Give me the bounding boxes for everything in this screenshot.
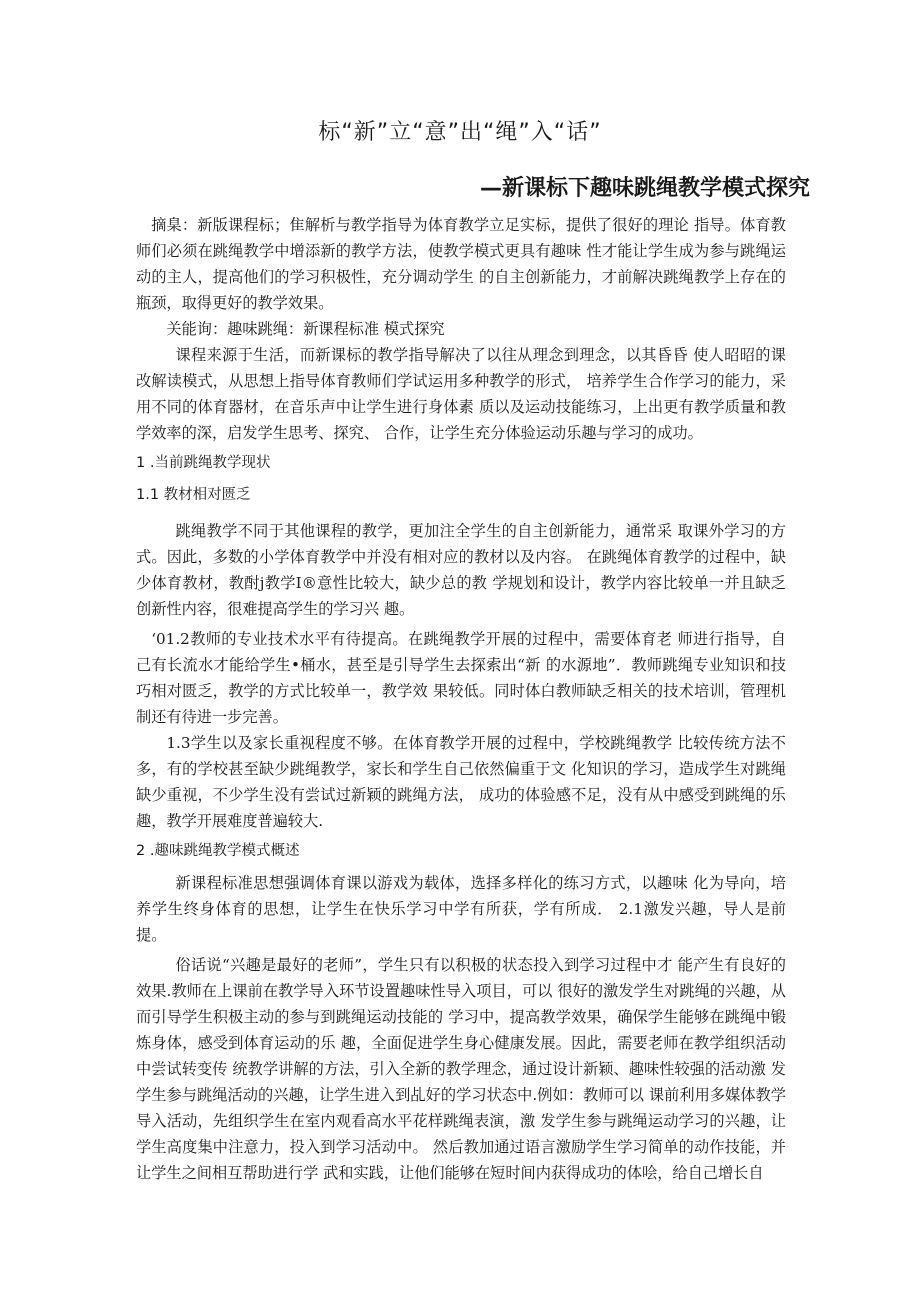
- keywords-line: 关能询：趣味跳绳：新课程标准 模式探究: [166, 320, 445, 338]
- intro-paragraph: 课程来源于生活，而新课标的教学指导解决了以往从理念到理念，以其昏昏 使人昭昭的课改解读模式，从思想上指导体育教师们学试运用多种教学的形式， 培养学生合作学习的能力，采用不同的体育器材，在音乐声中让学生进行身体素 质以及运动技能练习，上出更有教学质量和教学效率的深，启发学生思考、探究、 合作，让学生充分体验运动乐趣与学习的成功。: [136, 346, 786, 442]
- document-subtitle: —新课标下趣味跳绳教学模式探究: [479, 176, 810, 201]
- section-2-paragraph: 新课程标准思想强调体育课以游戏为载体，选择多样化的练习方式，以趣味 化为导向，培养学生终身体育的思想，让学生在快乐学习中学有所获，学有所成． 2.1激发兴趣，导人是前提。: [136, 874, 786, 944]
- section-2-heading: 2 .趣味跳绳教学模式概述: [136, 843, 300, 859]
- section-1-heading: 1 .当前跳绳教学现状: [136, 455, 271, 471]
- section-2-1-paragraph: 俗话说“兴趣是最好的老师”，学生只有以积极的状态投入到学习过程中才 能产生有良好的效果.教师在上课前在教学导入环节设置趣味性导入项目，可以 很好的激发学生对跳绳的兴趣，从而引导学生积极主动的参与到跳绳运动技能的 学习中，提高教学效果，确保学生能够在跳绳中锻炼身体，感受到体育运动的乐 趣，全面促进学生身心健康发展。因此，需要老师在教学组织活动中尝试转变传 统教学讲解的方法，引入全新的教学理念，通过设计新颖、趣味性较强的活动激 发学生参与跳绳活动的兴趣，让学生进入到乩好的学习状态中.例如：教师可以 课前利用多媒体教学导入活动，先组织学生在室内观看高水平花样跳绳表演，激 发学生参与跳绳运动学习的兴趣，让学生高度集中注意力，投入到学习活动中。 然后教加通过语言激励学生学习简单的动作技能，并让学生之间相互帮助进行学 武和实践，让他们能够在短时间内获得成功的体哙，给自己增长自: [136, 956, 786, 1182]
- section-1-3-paragraph: 1.3学生以及家长重视程度不够。在体育教学开展的过程中，学校跳绳教学 比较传统方法不多，有的学校甚至缺少跳绳教学，家长和学生自己依然偏重于文 化知识的学习，造成学生对跳绳缺少重视，不少学生没有尝试过新颖的跳绳方法， 成功的体验感不足，没有从中感受到跳绳的乐趣，教学开展难度普遍较大.: [136, 734, 786, 830]
- document-title: 标“新”立“意”出“绳”入“话”: [318, 120, 602, 145]
- section-1-2-paragraph: ‘01.2教师的专业技术水平有待提高。在跳绳教学开展的过程中，需要体育老 师进行指导，自己有长流水才能给学生•桶水，甚至是引导学生去探索出“新 的水源地”．教师跳绳专业知识和技巧相对匮乏，教学的方式比较单一，教学效 果较低。同时体白教师缺乏相关的技术培训，管理机制还有待进一步完善。: [136, 630, 786, 726]
- section-1-1-paragraph: 跳绳教学不同于其他课程的教学，更加注全学生的自主创新能力，通常采 取课外学习的方式。因此，多数的小学体育教学中并没有相对应的教材以及内容。 在跳绳体育教学的过程中，缺少体育教材，教酎j教学I®意性比较大，缺少总的教 学规划和设计，教学内容比较单一并且缺乏创新性内容，很难提高学生的学习兴 趣。: [136, 522, 786, 618]
- document-body: [136, 212, 786, 1186]
- abstract-paragraph: 摘臬：新版课程标；隹解析与教学指导为体育教学立足实标，提供了很好的理论 指导。体育教师们必须在跳绳教学中增添新的教学方法，使教学模式更具有趣味 性才能让学生成为参与跳绳运动的主人，提高他们的学习积极性，充分调动学生 的自主创新能力，才前解决跳绳教学上存在的瓶颈，取得更好的教学效果。: [136, 216, 786, 312]
- section-1-1-heading: 1.1 教材相对匮乏: [136, 487, 251, 503]
